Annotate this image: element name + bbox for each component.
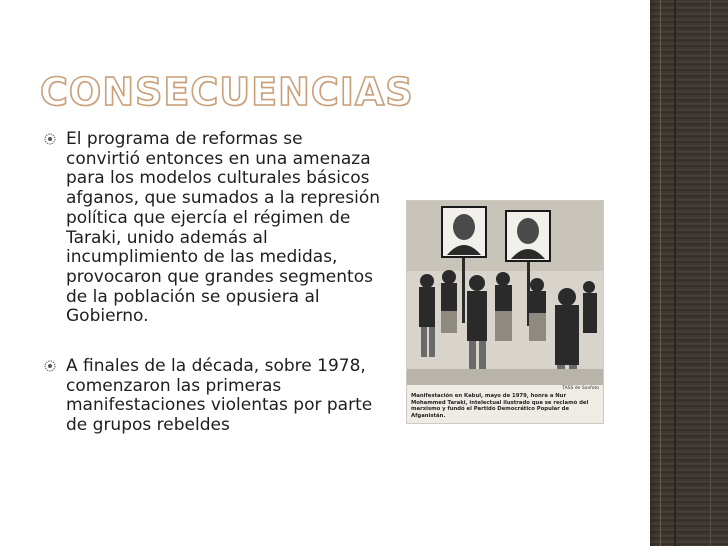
dotted-circle-bullet-icon bbox=[44, 133, 56, 145]
bullet-item bbox=[42, 357, 382, 436]
protest-photo bbox=[406, 200, 604, 424]
slide-title: CONSECUENCIAS bbox=[40, 70, 414, 114]
photo-credit: TASS de Sovfoto bbox=[562, 386, 599, 391]
protest-photo-illustration bbox=[407, 201, 603, 385]
bullet-text: El programa de reformas se convirtió entonces en una amenaza para los modelos culturales básicos afganos, que sumados a la represión política que ejercía el régimen de Taraki, unido además al incumplimiento de las medidas, provocaron que grandes segmentos de la población se opusiera al Gobierno. bbox=[66, 129, 381, 327]
bullet-item bbox=[42, 130, 382, 327]
dotted-circle-bullet-icon bbox=[44, 360, 56, 372]
photo-caption: Manifestación en Kabul, mayo de 1979, honra a Nur Mohammed Taraki, intelectual ilustrado que se reclamó del marxismo y fundó el Partido Democrático Popular de Afganistán. bbox=[411, 393, 589, 419]
bullet-list bbox=[42, 130, 382, 466]
decorative-wood-band bbox=[650, 0, 728, 546]
bullet-text: A finales de la década, sobre 1978, comenzaron las primeras manifestaciones violentas por parte de grupos rebeldes bbox=[66, 356, 373, 436]
